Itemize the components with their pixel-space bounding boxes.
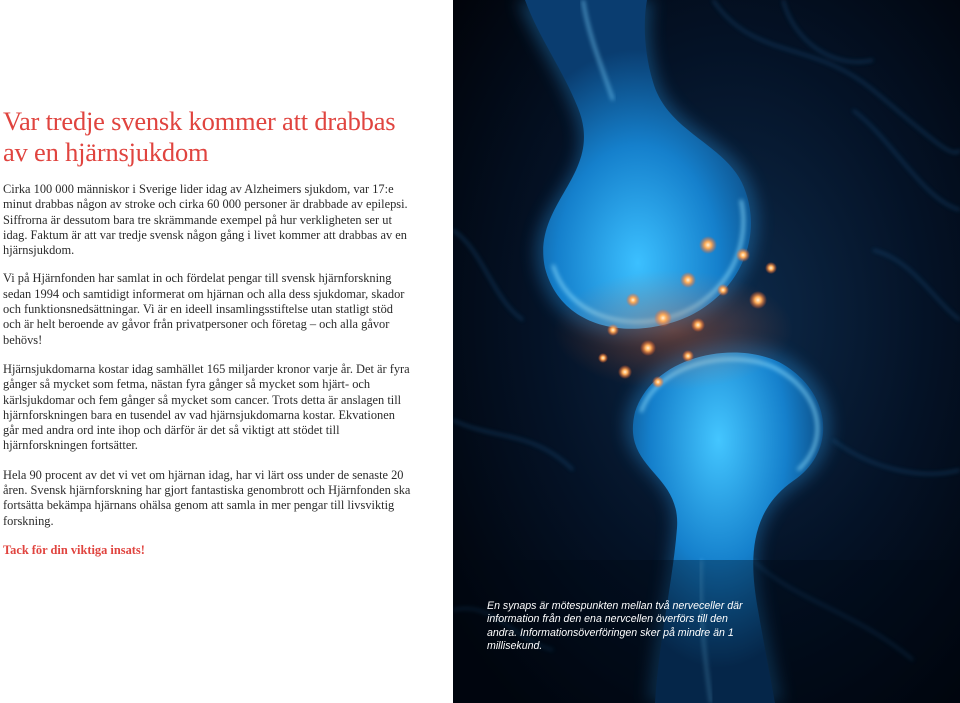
article-paragraph-intro: Cirka 100 000 människor i Sverige lider idag av Alzheimers sjukdom, var 17:e minut drabbas någon av stroke och cirka 60 000 personer är drabbade av epilepsi. Siffrorna är dessutom bara tre skrämmande exempel på hur verkligheten ser ut idag. Faktum är att var tredje svensk någon gång i livet kommer att drabbas av en hjärnsjukdom. [3,182,408,258]
thank-you-callout: Tack för din viktiga insats! [3,542,145,557]
article-title: Var tredje svensk kommer att drabbas av en hjärnsjukdom [3,106,396,167]
article-paragraph-research: Hela 90 procent av det vi vet om hjärnan idag, har vi lärt oss under de senaste 20 åren. Svensk hjärnforskning har gjort fantastiska genombrott och Hjärnfonden ska fortsätta bekämpa hjärnans ohälsa genom att samla in mer pengar till livsviktig forskning. [3,467,411,528]
image-caption: En synaps är mötespunkten mellan två nerveceller där information från den ena nervcellen överförs till den andra. Informationsöverföringen sker på mindre än 1 millisekund. [487,600,743,653]
synapse-illustration [453,0,960,703]
article-paragraph-foundation: Vi på Hjärnfonden har samlat in och fördelat pengar till svensk hjärnforskning sedan 1994 och samtidigt informerat om hjärnan och alla dess sjukdomar, skador och funktionsnedsättningar. Vi är en ideell insamlingsstiftelse utan statligt stöd och är helt beroende av gåvor från privatpersoner och företag – och alla gåvor behövs! [3,271,405,347]
synaptic-cleft [553,270,793,390]
article-column [3,106,413,572]
synapse-image [453,0,960,703]
article-paragraph-costs: Hjärnsjukdomarna kostar idag samhället 165 miljarder kronor varje år. Det är fyra gånger så mycket som fetma, nästan fyra gånger så mycket som hjärt- och kärlsjukdomar och fem gånger så mycket som cancer. Trots detta är anslagen till hjärnforskningen bara en tusendel av vad hjärnsjukdomarna kostar. Ekvationen går med andra ord inte ihop och därför är det så viktigt att stödet till hjärnforskningen fortsätter. [3,361,410,453]
